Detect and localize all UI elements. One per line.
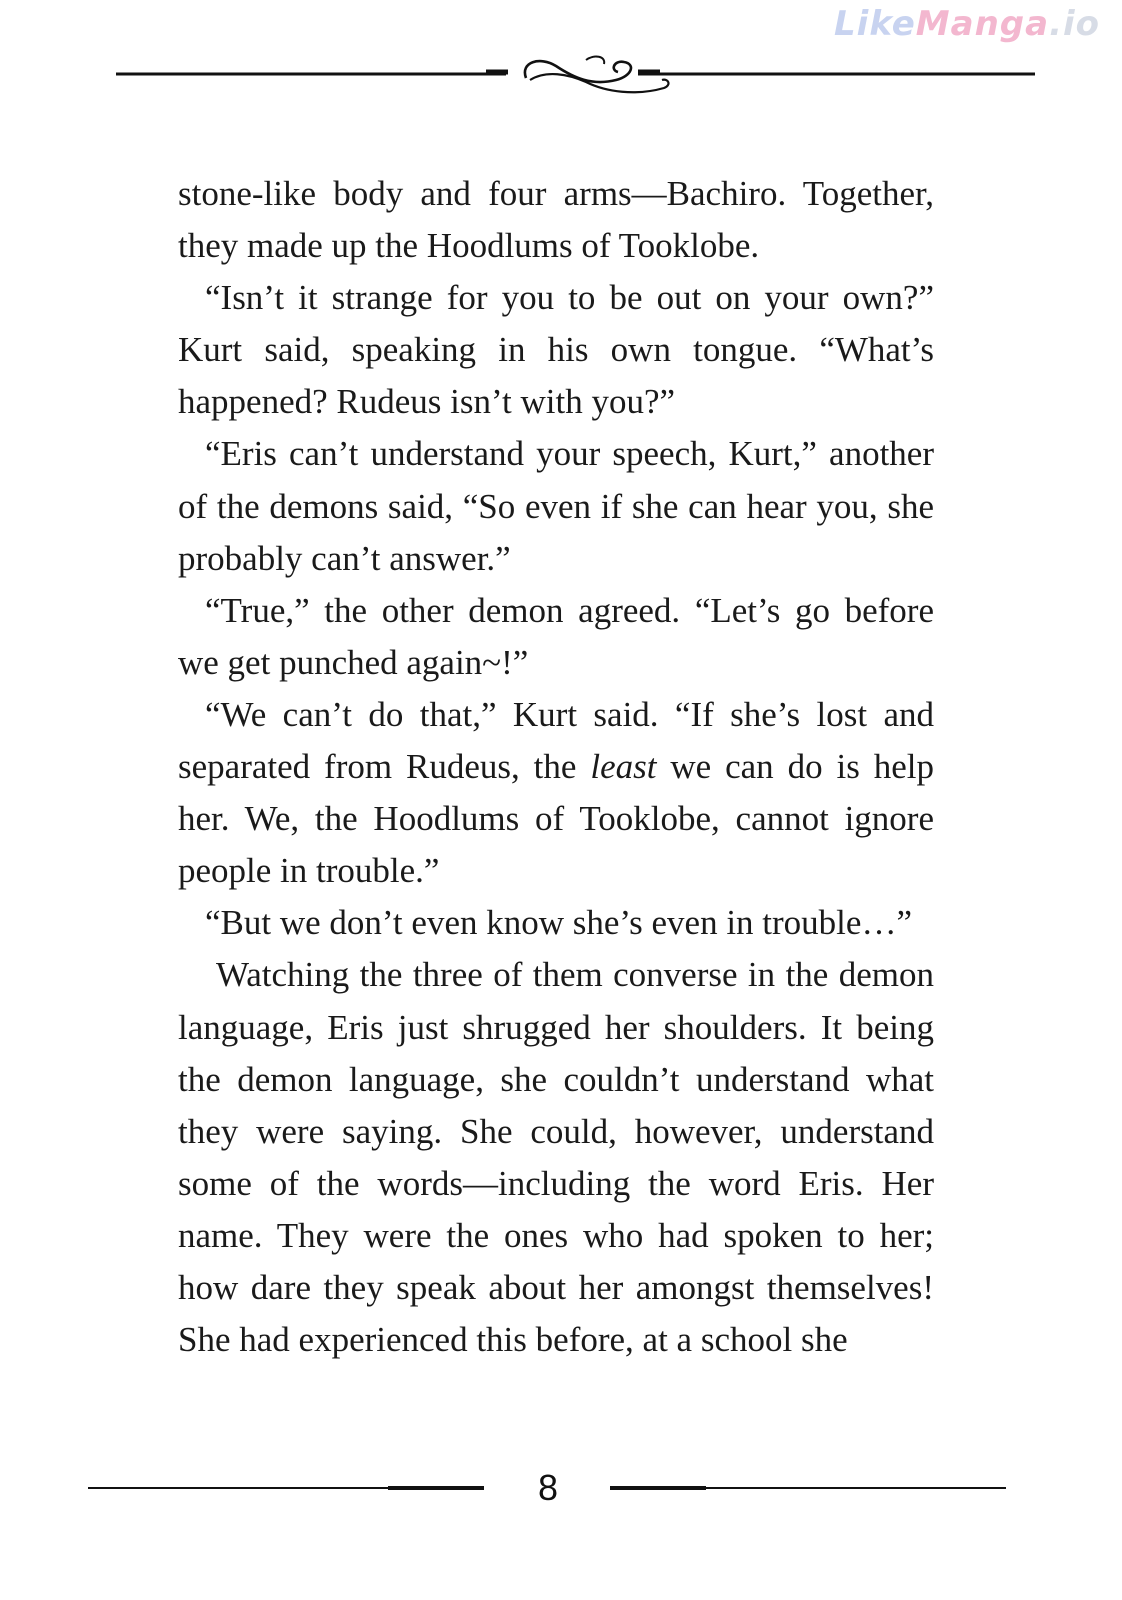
paragraph-continued: stone-like body and four arms—Bachiro. Together, they made up the Hoodlums of Tooklobe. (178, 174, 934, 266)
page-body-text (178, 168, 934, 1366)
watermark-logo (834, 4, 1100, 44)
page-footer (88, 1466, 1006, 1514)
paragraph: “But we don’t even know she’s even in trouble…” (205, 903, 912, 943)
header-ornament (116, 52, 1035, 112)
paragraph-text-after: we can do is help her. We, the Hoodlums of Tooklobe, cannot ignore people in trouble.” (178, 747, 935, 891)
paragraph-text-before: “We can’t do that,” Kurt said. “If she’s lost and separated from Rudeus, the (178, 694, 934, 787)
paragraph: Watching the three of them converse in the demon language, Eris just shrugged her shoulders. It being the demon language, she couldn’t understand what they were saying. She could, however, understand some of the words—including the word Eris. Her name. They were the ones who had spoken to her; how dare they speak about her amongst themselves! She had experienced this before, at a school she (178, 955, 934, 1360)
paragraph: “True,” the other demon agreed. “Let’s go before we get punched again~!” (178, 590, 934, 682)
watermark-part-like: Like (834, 4, 916, 44)
page-number: 8 (537, 1467, 559, 1508)
paragraph: “Isn’t it strange for you to be out on your own?” Kurt said, speaking in his own tongue. “What’s happened? Rudeus isn’t with you?” (178, 278, 934, 422)
watermark-part-io: .io (1049, 4, 1100, 44)
footer-rule-right (610, 1486, 1006, 1490)
watermark-part-manga: Manga (915, 4, 1050, 44)
footer-rule-left (88, 1486, 484, 1490)
paragraph (178, 689, 934, 897)
emphasized-word: least (590, 747, 657, 787)
paragraph: “Eris can’t understand your speech, Kurt,” another of the demons said, “So even if she can hear you, she probably can’t answer.” (178, 434, 934, 578)
